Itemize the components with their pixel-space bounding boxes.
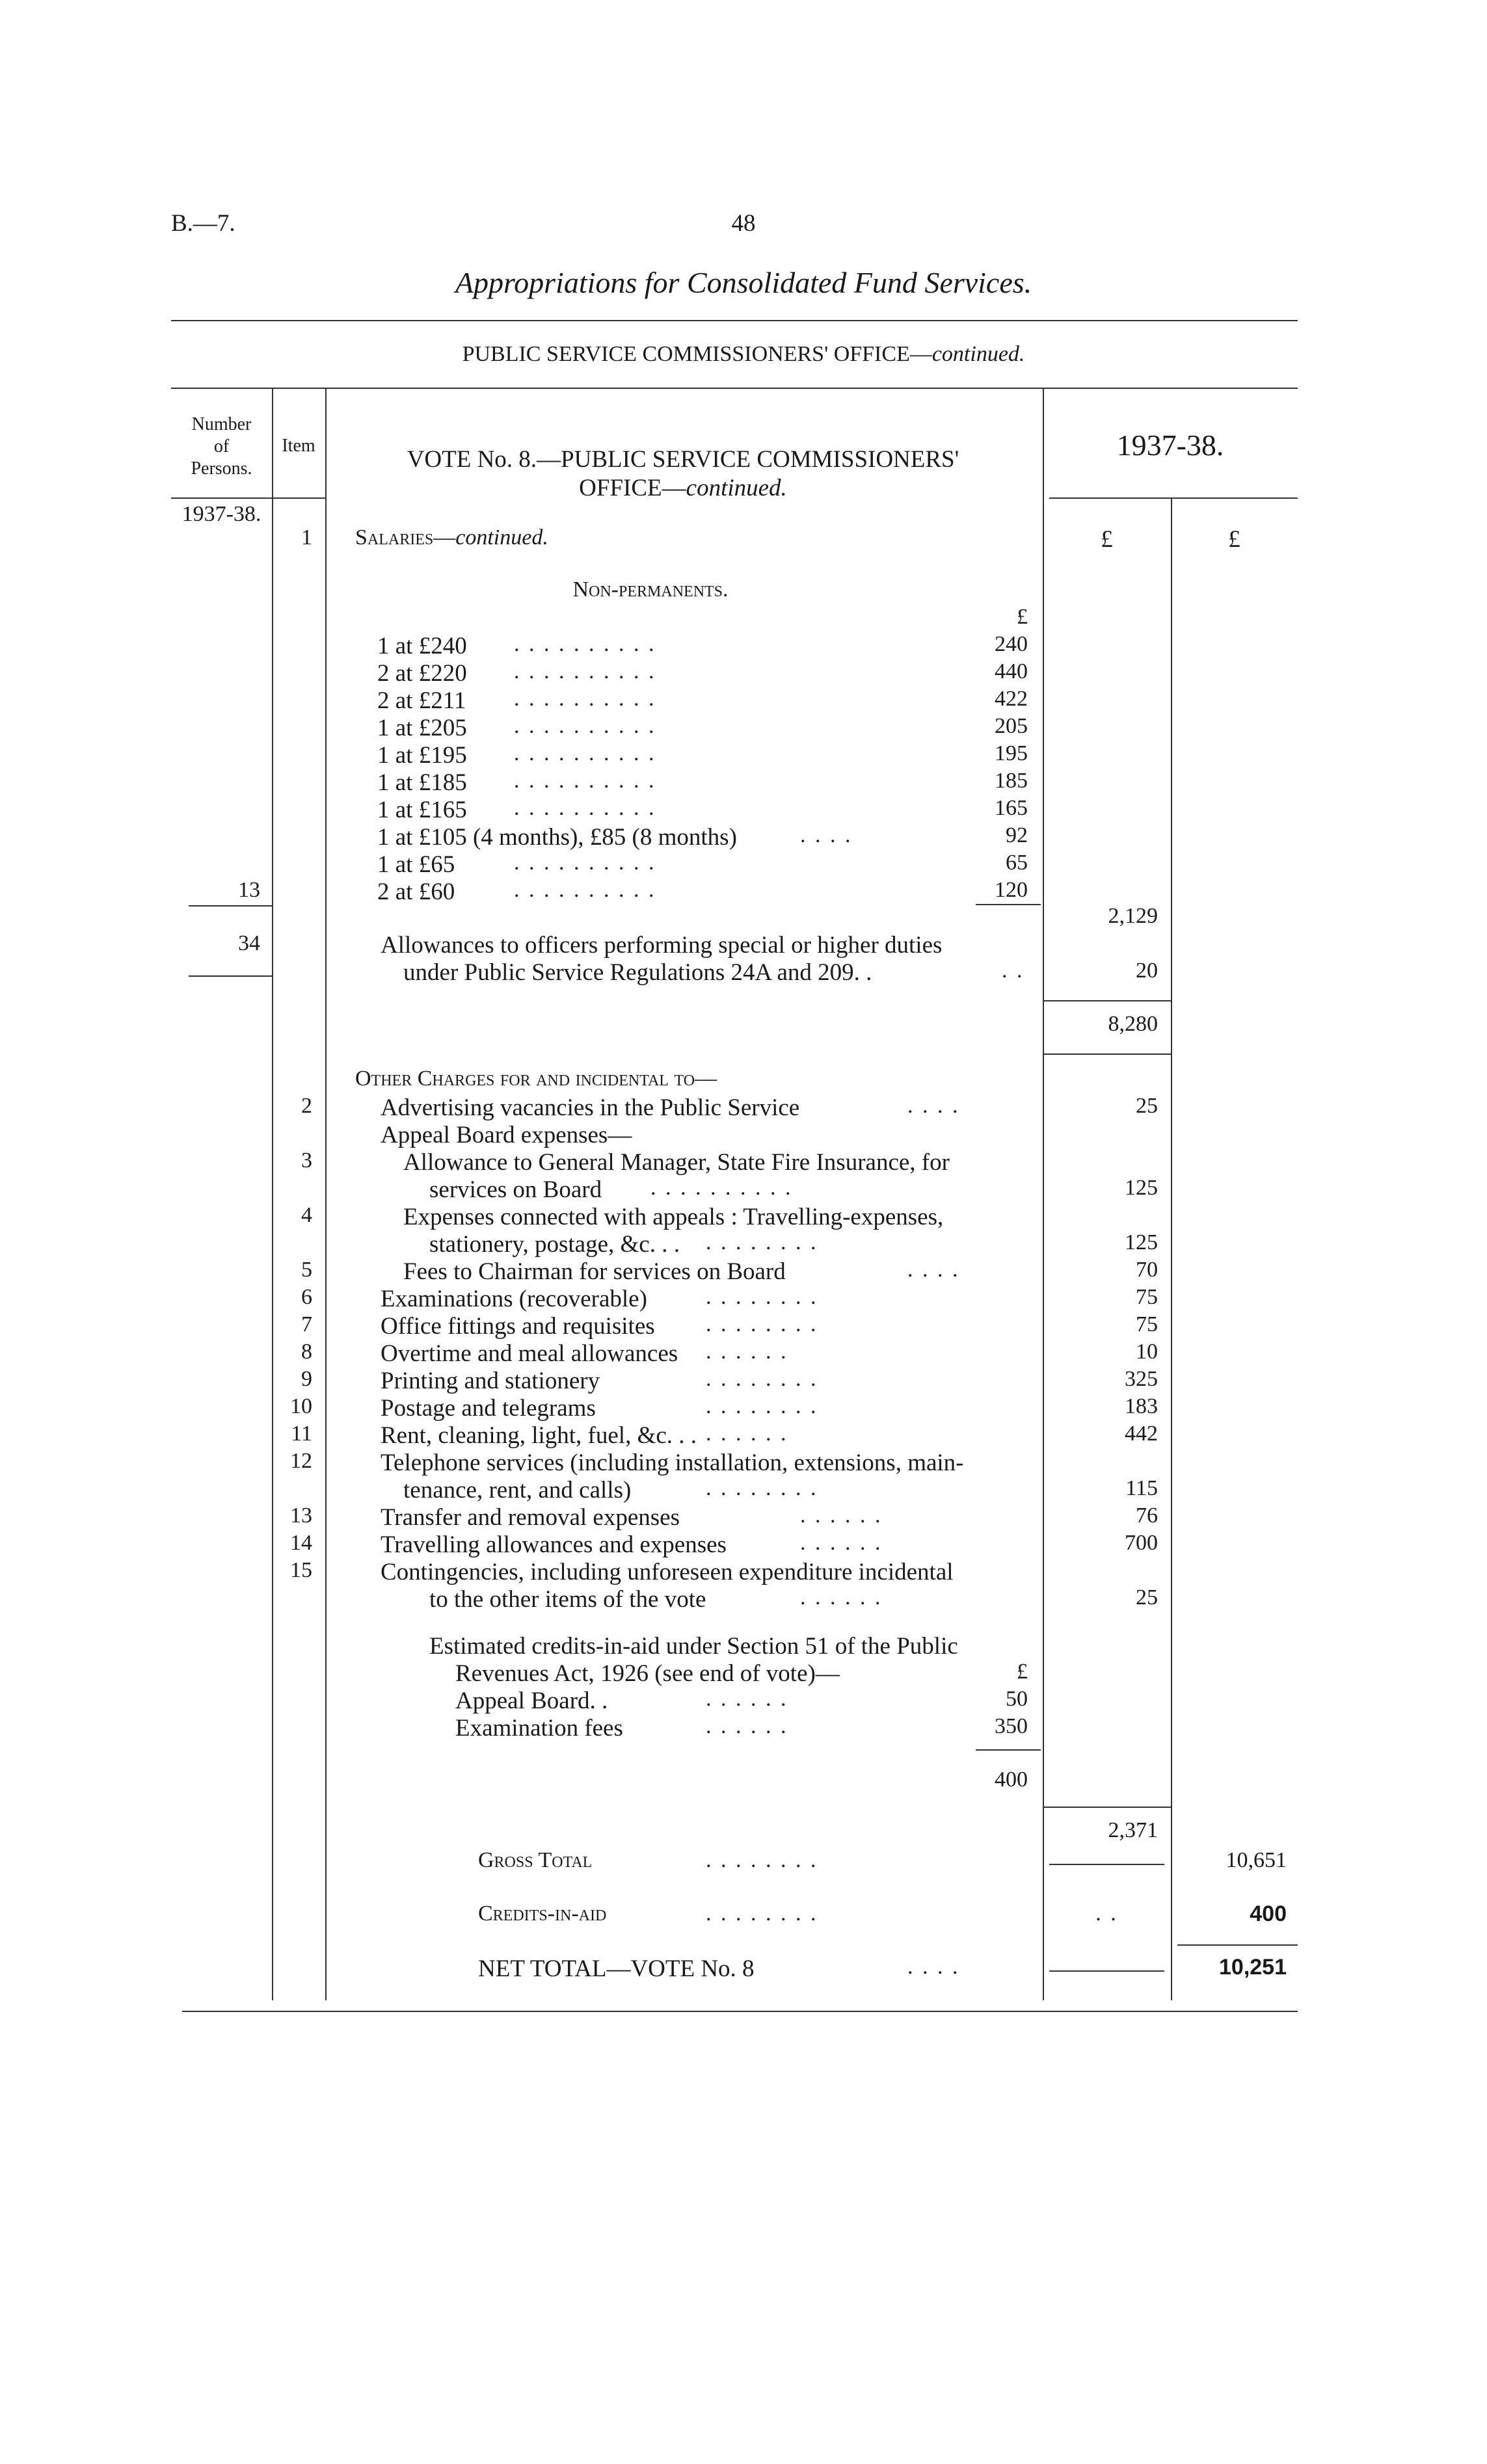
salary-row-label: 2 at £211 [377,687,466,714]
charge-label: Printing and stationery [381,1368,600,1394]
salaries-total-bottom-rule [1043,1053,1171,1055]
salary-row-value: 440 [995,659,1028,683]
credits-item-label: Examination fees [455,1715,623,1742]
gross-total-value: 10,651 [1226,1848,1287,1872]
charge-value: 75 [1136,1285,1158,1309]
credits-estimate-label-cont: Revenues Act, 1926 (see end of vote)— [455,1660,840,1687]
persons-year-label: 1937-38. [181,502,261,526]
gross-total-dash [1049,1864,1164,1865]
charge-value: 75 [1136,1312,1158,1336]
leader-dots: . . . . . . . . [706,1394,818,1418]
leader-dots: . . . . . . . . [706,1901,818,1926]
salaries-total-rule [1043,1000,1171,1001]
charge-label: Telephone services (including installation, extensions, main- [381,1450,964,1476]
charge-label: Postage and telegrams [381,1395,596,1422]
salary-row-value: 165 [995,796,1028,820]
charge-value: 125 [1125,1230,1158,1254]
page-subtitle: PUBLIC SERVICE COMMISSIONERS' OFFICE—continued. [462,342,1025,366]
leader-dots: . . . . . . [706,1687,788,1711]
item-number: 12 [290,1449,312,1473]
salary-row-value: 120 [995,878,1028,902]
leader-dots: . . . . [907,1258,960,1282]
credits-item-value: 50 [1006,1687,1028,1711]
charge-value: 183 [1125,1394,1158,1418]
leader-dots: . . . . . . . . . . [514,659,656,683]
persons-column-header: Number of Persons. [191,414,252,479]
appeal-board-heading: Appeal Board expenses— [381,1122,632,1148]
salary-row-label: 1 at £165 [377,797,467,823]
leader-dots: . . . . . . [800,1531,883,1555]
allowances-value: 20 [1136,959,1158,983]
salaries-subtotal: 2,129 [1108,904,1158,928]
salary-row-label: 1 at £240 [377,633,467,659]
salary-row-value: 205 [995,714,1028,738]
total-column-rule [1171,497,1172,2000]
leader-dots: . . . . . . . . [706,1312,818,1336]
leader-dots: . . [1002,959,1025,983]
leader-dots: . . . . . . [706,1340,788,1364]
salary-row-value: 185 [995,769,1028,793]
salary-row-value: 92 [1006,823,1028,847]
salary-row-label: 1 at £185 [377,769,467,796]
item-number: 3 [301,1148,312,1172]
leader-dots: . . . . [907,1955,960,1979]
allowances-label: Allowances to officers performing special or higher duties [381,932,943,959]
persons-header-rule [171,497,272,499]
leader-dots: . . . . [800,823,853,847]
persons-column-rule [272,388,273,2000]
charges-subtotal: 2,371 [1108,1818,1158,1842]
salary-row-label: 1 at £195 [377,742,467,769]
charge-value: 25 [1136,1094,1158,1118]
table-bottom-rule [182,2011,1298,2012]
salary-row-label: 1 at £105 (4 months), £85 (8 months) [377,824,737,851]
leader-dots: . . . . . . . . [706,1476,818,1500]
gross-total-label: Gross Total [478,1848,593,1872]
leader-dots: . . . . . . . . . . [650,1176,793,1200]
item-number: 5 [301,1258,312,1282]
page-number: 48 [731,210,756,237]
charge-label: Examinations (recoverable) [381,1286,647,1312]
credits-item-label: Appeal Board. . [455,1688,608,1714]
item-number: 9 [301,1367,312,1391]
leader-dots: . . . . . . [706,1714,788,1738]
leader-dots: . . . . . . [706,1422,788,1446]
item-number: 2 [301,1094,312,1118]
item-column-rule [325,388,327,2000]
year-header-rule [1049,497,1298,499]
page-title: Appropriations for Consolidated Fund Services. [455,266,1032,299]
credits-estimate-label: Estimated credits-in-aid under Section 51 of the Public [429,1633,958,1660]
charge-label-cont: to the other items of the vote [429,1586,706,1613]
leader-dots: . . . . . . . . . . [514,741,656,765]
credits-item-value: 350 [995,1714,1028,1738]
salary-row-label: 2 at £60 [377,879,455,905]
charge-label-cont: stationery, postage, &c. . . [429,1231,680,1258]
charge-label: Travelling allowances and expenses [381,1531,727,1558]
charge-label: Advertising vacancies in the Public Service [381,1094,800,1121]
charge-label: Transfer and removal expenses [381,1504,680,1531]
item-number: 1 [301,525,312,550]
net-total-label: NET TOTAL—VOTE No. 8 [478,1955,755,1982]
vote-heading: VOTE No. 8.—PUBLIC SERVICE COMMISSIONERS' OFFICE—continued. [407,446,959,501]
salary-row-label: 1 at £65 [377,851,455,878]
salary-row-value: 65 [1006,851,1028,875]
pound-sign-inner: £ [1017,605,1028,629]
salary-row-label: 2 at £220 [377,660,467,687]
year-column-header: 1937-38. [1116,429,1224,462]
charge-value: 10 [1136,1340,1158,1364]
leader-dots: . . . . . . . . [706,1848,818,1872]
charge-label: Contingencies, including unforeseen expenditure incidental [381,1559,954,1585]
leader-dots: . . . . . . . . [706,1230,818,1254]
charge-value: 700 [1125,1531,1158,1555]
charge-value: 25 [1136,1585,1158,1610]
salary-row-value: 422 [995,687,1028,711]
other-charges-heading: Other Charges for and incidental to— [355,1066,717,1091]
credits-total-rule [976,1749,1041,1751]
leader-dots: . . . . . . . . . . [514,878,656,902]
charges-subtotal-rule [1043,1807,1171,1808]
charge-label: Rent, cleaning, light, fuel, &c. . . [381,1422,697,1449]
item-number: 14 [290,1531,312,1555]
item-column-header: Item [282,436,315,456]
salaries-heading: Salaries—continued. [355,525,548,550]
charge-value: 125 [1125,1176,1158,1200]
leader-dots: . . . . . . . . . . [514,796,656,820]
item-number: 15 [290,1558,312,1582]
charge-label-cont: services on Board [429,1176,602,1203]
leader-dots: . . . . . . . . [706,1285,818,1309]
leader-dots: . . . . . . [800,1585,883,1610]
item-number: 7 [301,1312,312,1336]
charge-label: Allowance to General Manager, State Fire Insurance, for [403,1149,950,1176]
table-top-rule [171,388,1298,389]
title-rule [171,320,1298,321]
leader-dots: . . . . . . . . . . [514,632,656,656]
item-number: 11 [291,1422,312,1446]
non-permanents-heading: Non-permanents. [572,577,729,602]
leader-dots: . . . . . . [800,1504,883,1528]
item-number: 13 [290,1504,312,1528]
charge-value: 442 [1125,1422,1158,1446]
pound-sign-subtotal: £ [1101,526,1113,553]
leader-dots: . . . . . . . . . . [514,851,656,875]
persons-subtotal-rule [189,905,272,907]
salaries-total: 8,280 [1108,1012,1158,1036]
persons-count: 13 [238,878,260,902]
persons-count: 34 [238,931,260,955]
charge-value: 70 [1136,1258,1158,1282]
salary-row-value: 195 [995,741,1028,765]
item-number: 8 [301,1340,312,1364]
charge-label: Fees to Chairman for services on Board [403,1258,786,1285]
net-total-dash [1049,1970,1164,1972]
charge-label-cont: tenance, rent, and calls) [403,1477,632,1504]
charge-label: Expenses connected with appeals : Travelling-expenses, [403,1204,944,1230]
leader-dots: . . . . . . . . . . [514,714,656,738]
document-reference: B.—7. [171,210,235,237]
charge-value: 76 [1136,1504,1158,1528]
inner-subtotal-rule [976,904,1041,905]
pound-sign-inner: £ [1017,1660,1028,1684]
leader-dots: . . . . . . . . . . [514,687,656,711]
persons-total-rule [189,975,272,977]
charge-label: Overtime and meal allowances [381,1340,678,1367]
charge-value: 115 [1125,1476,1158,1500]
allowances-label-cont: under Public Service Regulations 24A and 209. . [403,959,872,986]
leader-dots: . . . . [907,1094,960,1118]
credits-estimate-total: 400 [995,1768,1028,1792]
credits-in-aid-dots: . . [1095,1901,1118,1926]
item-number: 6 [301,1285,312,1309]
item-number: 4 [301,1203,312,1227]
net-total-rule [1177,1944,1298,1946]
charge-label: Office fittings and requisites [381,1313,655,1340]
salary-row-value: 240 [995,632,1028,656]
salary-row-label: 1 at £205 [377,715,467,741]
leader-dots: . . . . . . . . . . [514,769,656,793]
credits-in-aid-value: 400 [1250,1901,1287,1926]
item-number: 10 [290,1394,312,1418]
leader-dots: . . . . . . . . [706,1367,818,1391]
net-total-value: 10,251 [1219,1955,1287,1980]
pound-sign-total: £ [1228,526,1240,553]
credits-in-aid-label: Credits-in-aid [478,1901,607,1926]
item-header-rule [272,497,325,499]
charge-value: 325 [1125,1367,1158,1391]
